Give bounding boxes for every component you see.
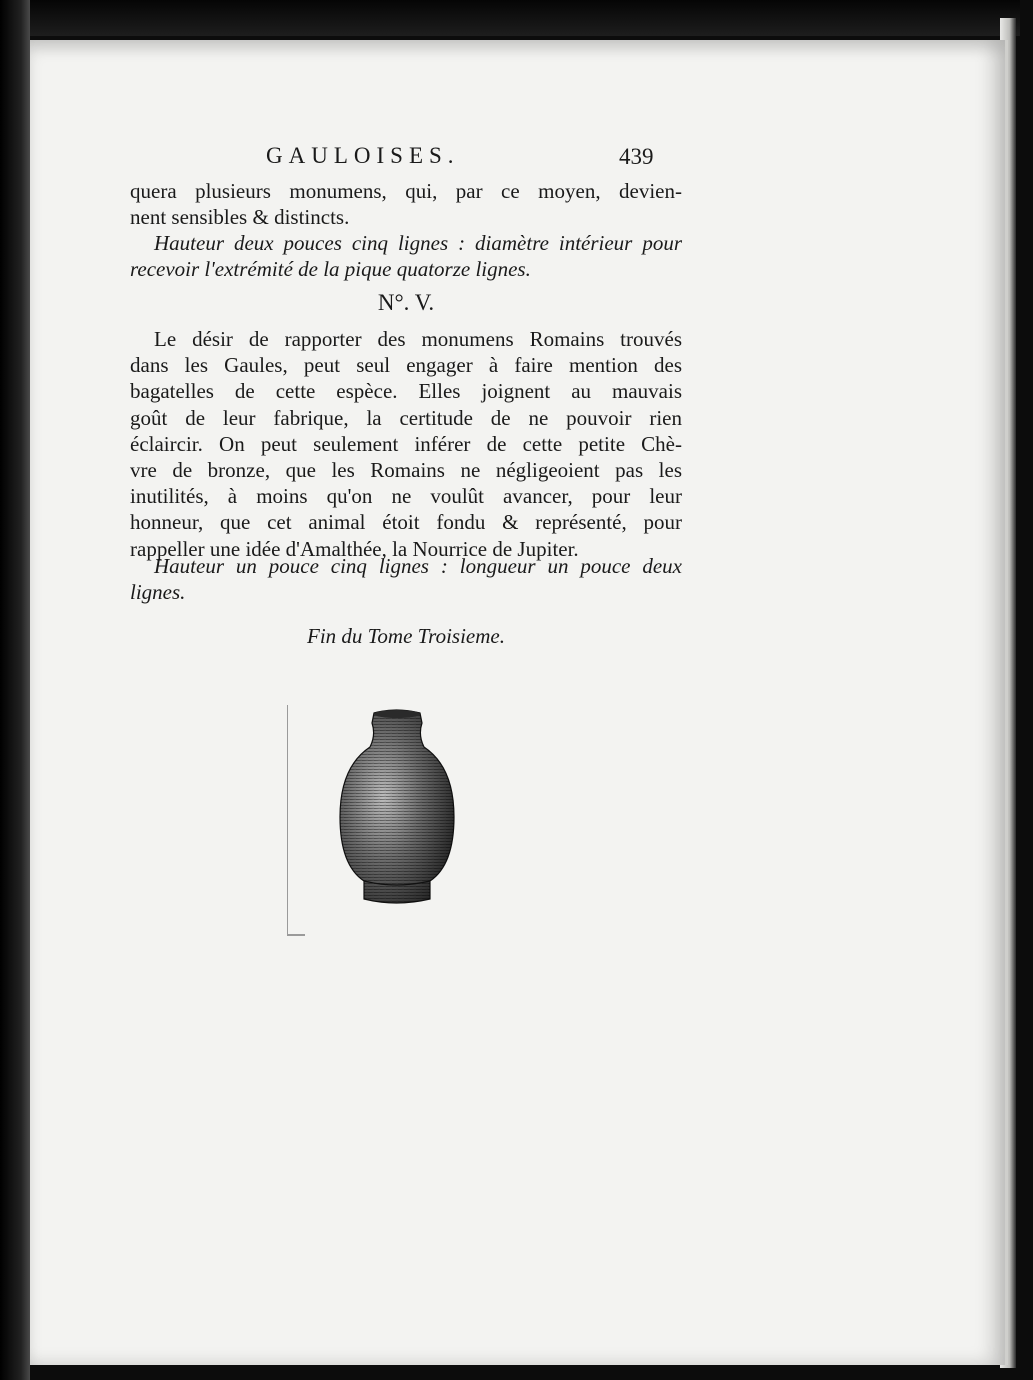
end-of-volume-note: Fin du Tome Troisieme. [307,624,505,648]
paragraph-continuation [130,178,682,231]
text-line: recevoir l'extrémité de la pique quatorze lignes. [130,257,531,282]
text-line: nent sensibles & distincts. [130,205,350,230]
paragraph-main [130,326,682,562]
text-line: éclaircir. On peut seulement inférer de cette petite Chè- [130,431,682,456]
text-line: lignes. [130,580,186,605]
text-line: Le désir de rapporter des monumens Romains trouvés [154,327,682,351]
text-line: dans les Gaules, peut seul engager à faire mention des [130,353,682,378]
running-title: GAULOISES. [266,143,460,168]
text-line: goût de leur fabrique, la certitude de ne pouvoir rien [130,405,682,430]
text-line: inutilités, à moins qu'on ne voulût avancer, pour leur [130,484,682,509]
text-line: rappeller une idée d'Amalthée, la Nourrice de Jupiter. [130,536,579,561]
text-line: vre de bronze, que les Romains ne négligeoient pas les [130,458,682,483]
text-line: bagatelles de cette espèce. Elles joignent au mauvais [130,379,682,404]
plate-mark [287,705,288,935]
page-number: 439 [619,144,654,169]
engraved-vase-icon [326,705,466,910]
scan-top-border [30,0,1020,36]
text-line: quera plusieurs monumens, qui, par ce moyen, devien- [130,179,682,203]
scan-left-border [0,0,30,1380]
text-line: honneur, que cet animal étoit fondu & représenté, pour [130,510,682,535]
running-header [266,143,686,173]
text-line: Hauteur deux pouces cinq lignes : diamètre intérieur pour [154,231,682,255]
section-heading: N°. V. [377,290,435,315]
dimensions-note-2 [130,553,682,606]
dimensions-note-1 [130,230,682,283]
plate-mark [287,934,305,936]
text-line: Hauteur un pouce cinq lignes : longueur un pouce deux [154,554,682,578]
